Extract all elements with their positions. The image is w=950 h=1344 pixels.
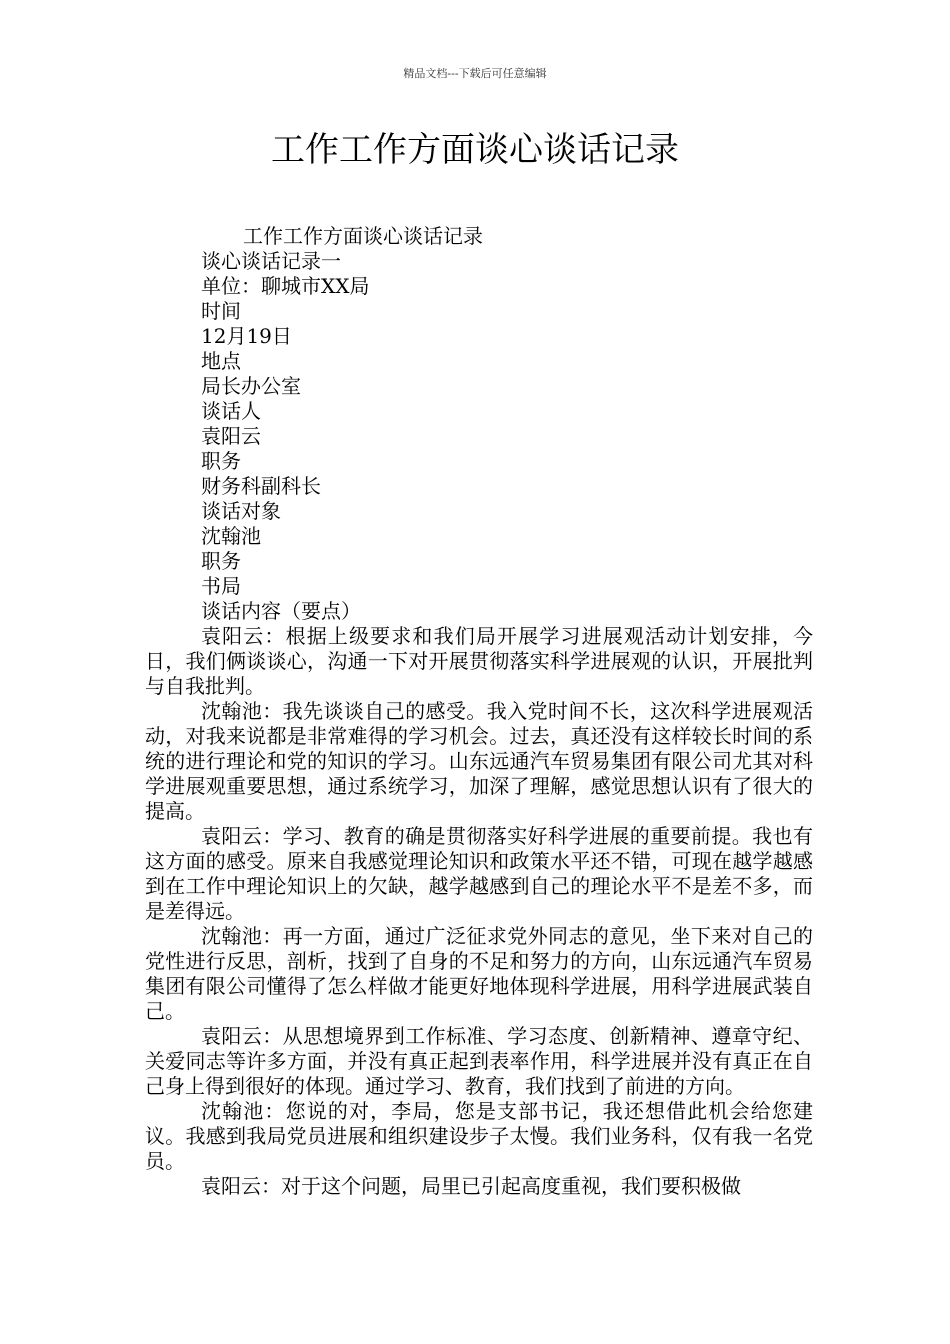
interviewer-position-value: 财务科副科长	[201, 474, 321, 498]
interviewer-position-label: 职务	[201, 449, 241, 473]
document-subtitle: 工作工作方面谈心谈话记录	[243, 224, 483, 248]
document-title: 工作工作方面谈心谈话记录	[271, 130, 679, 170]
time-value: 12月19日	[201, 324, 292, 348]
interviewer-value: 袁阳云	[201, 424, 261, 448]
location-value: 局长办公室	[201, 374, 301, 398]
interviewee-label: 谈话对象	[201, 499, 281, 523]
dialogue-paragraph: 袁阳云：对于这个问题，局里已引起高度重视，我们要积极做	[201, 1174, 741, 1198]
content-heading: 谈话内容（要点）	[201, 599, 361, 623]
dialogue-paragraph: 袁阳云：学习、教育的确是贯彻落实好科学进展的重要前提。我也有这方面的感受。原来自我感觉理论知识和政策水平还不错，可现在越学越感到在工作中理论知识上的欠缺，越学越感到自己的理论水平不是差不多，而是差得远。	[145, 824, 813, 923]
header-watermark: 精品文档---下载后可任意编辑	[403, 67, 547, 80]
unit-line: 单位：聊城市XX局	[201, 274, 370, 298]
dialogue-paragraph: 沈翰池：我先谈谈自己的感受。我入党时间不长，这次科学进展观活动，对我来说都是非常难得的学习机会。过去，真还没有这样较长时间的系统的进行理论和党的知识的学习。山东远通汽车贸易集团有限公司尤其对科学进展观重要思想，通过系统学习，加深了理解，感觉思想认识有了很大的提高。	[145, 699, 813, 823]
interviewer-label: 谈话人	[201, 399, 261, 423]
record-heading: 谈心谈话记录一	[201, 249, 341, 273]
location-label: 地点	[201, 349, 241, 373]
dialogue-paragraph: 沈翰池：您说的对，李局，您是支部书记，我还想借此机会给您建议。我感到我局党员进展和组织建设步子太慢。我们业务科，仅有我一名党员。	[145, 1099, 813, 1173]
dialogue-paragraph: 袁阳云：从思想境界到工作标准、学习态度、创新精神、遵章守纪、关爱同志等许多方面，并没有真正起到表率作用，科学进展并没有真正在自己身上得到很好的体现。通过学习、教育，我们找到了前进的方向。	[145, 1024, 813, 1098]
dialogue-paragraph: 袁阳云：根据上级要求和我们局开展学习进展观活动计划安排，今日，我们俩谈谈心，沟通一下对开展贯彻落实科学进展观的认识，开展批判与自我批判。	[145, 624, 813, 698]
document-body	[145, 224, 813, 1199]
interviewee-position-value: 书局	[201, 574, 241, 598]
interviewee-value: 沈翰池	[201, 524, 261, 548]
interviewee-position-label: 职务	[201, 549, 241, 573]
time-label: 时间	[201, 299, 241, 323]
dialogue-paragraph: 沈翰池：再一方面，通过广泛征求党外同志的意见，坐下来对自己的党性进行反思，剖析，找到了自身的不足和努力的方向，山东远通汽车贸易集团有限公司懂得了怎么样做才能更好地体现科学进展，用科学进展武装自己。	[145, 924, 813, 1023]
